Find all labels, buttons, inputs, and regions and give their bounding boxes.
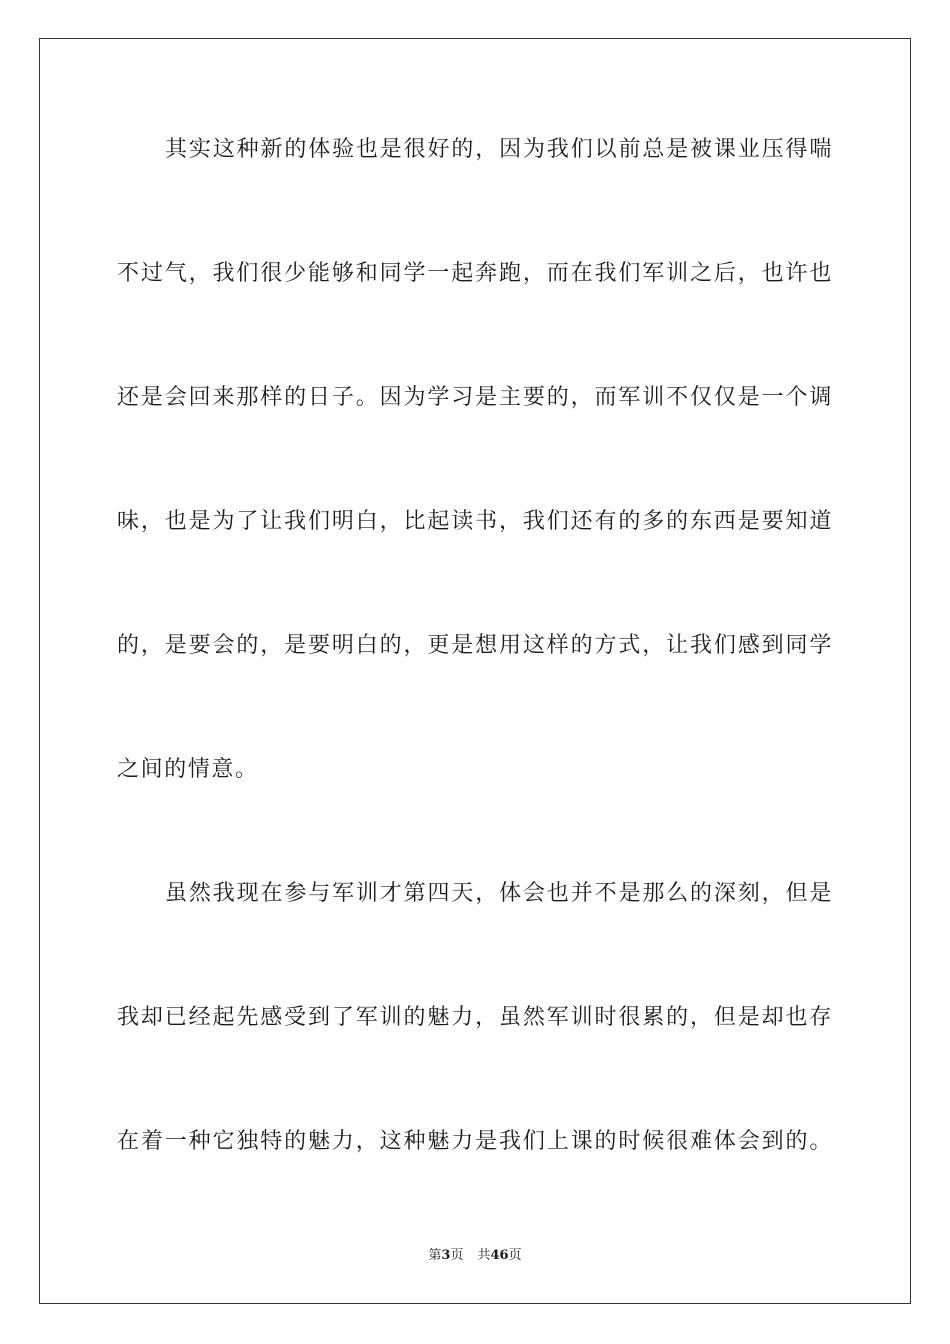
page-footer (0, 1247, 950, 1265)
total-prefix: 共 (477, 1248, 491, 1263)
paragraph-2-line-2: 我却已经起先感受到了军训的魅力，虽然军训时很累的，但是却也存 (117, 1005, 833, 1030)
paragraph-1-line-5: 的，是要会的，是要明白的，更是想用这样的方式，让我们感到同学 (117, 633, 833, 658)
paragraph-1-line-1: 其实这种新的体验也是很好的，因为我们以前总是被课业压得喘 (165, 137, 833, 162)
page-number: 3 (441, 1248, 451, 1263)
paragraph-1-line-6: 之间的情意。 (117, 757, 259, 782)
paragraph-2-line-1: 虽然我现在参与军训才第四天，体会也并不是那么的深刻，但是 (165, 881, 833, 906)
page-prefix: 第 (428, 1248, 442, 1263)
paragraph-1-line-4: 味，也是为了让我们明白，比起读书，我们还有的多的东西是要知道 (117, 509, 833, 534)
total-suffix: 页 (508, 1248, 522, 1263)
paragraph-1-line-3: 还是会回来那样的日子。因为学习是主要的，而军训不仅仅是一个调 (117, 385, 833, 410)
total-pages: 46 (490, 1248, 509, 1263)
paragraph-2-line-3: 在着一种它独特的魅力，这种魅力是我们上课的时候很难体会到的。 (117, 1129, 833, 1154)
page-suffix: 页 (450, 1248, 464, 1263)
page-border (39, 38, 911, 1304)
paragraph-1-line-2: 不过气，我们很少能够和同学一起奔跑，而在我们军训之后，也许也 (117, 261, 833, 286)
